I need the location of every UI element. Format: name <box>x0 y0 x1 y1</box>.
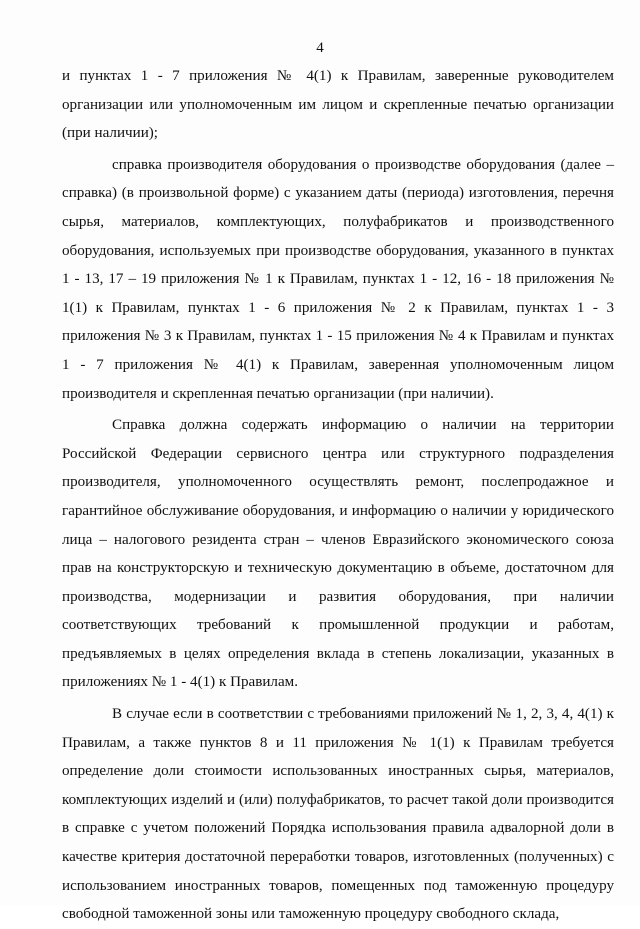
paragraph-certificate-contents: Справка должна содержать информацию о наличии на территории Российской Федерации сервисного центра или структурного подразделения производителя, уполномоченного осуществлять ремонт, послепродажное и гарантийное обслуживание оборудования, и информацию о наличии у юридического лица – налогового резидента стран – членов Евразийского экономического союза прав на конструкторскую и техническую документацию в объеме, достаточном для производства, модернизации и развития оборудования, при наличии соответствующих требований к промышленной продукции и работам, предъявляемых в целях определения вклада в степень локализации, указанных в приложениях № 1 - 4(1) к Правилам. <box>62 417 614 691</box>
paragraph-foreign-share: В случае если в соответствии с требованиями приложений № 1, 2, 3, 4, 4(1) к Правилам, а также пунктов 8 и 11 приложения № 1(1) к Правилам требуется определение доли стоимости использованных иностранных сырья, материалов, комплектующих изделий и (или) полуфабрикатов, то расчет такой доли производится в справке с учетом положений Порядка использования правила адвалорной доли в качестве критерия достаточной переработки товаров, изготовленных (полученных) с использованием иностранных товаров, помещенных под таможенную процедуру свободной таможенной зоны или таможенную процедуру свободного склада, <box>62 706 614 923</box>
document-body <box>62 62 614 929</box>
paragraph-manufacturer-certificate: справка производителя оборудования о производстве оборудования (далее – справка) (в произвольной форме) с указанием даты (периода) изготовления, перечня сырья, материалов, комплектующих, полуфабрикатов и производственного оборудования, используемых при производстве оборудования, указанного в пунктах 1 - 13, 17 – 19 приложения № 1 к Правилам, пунктах 1 - 12, 16 - 18 приложения № 1(1) к Правилам, пунктах 1 - 6 приложения № 2 к Правилам, пунктах 1 - 3 приложения № 3 к Правилам, пунктах 1 - 15 приложения № 4 к Правилам и пунктах 1 - 7 приложения № 4(1) к Правилам, заверенная уполномоченным лицом производителя и скрепленная печатью организации (при наличии). <box>62 156 614 402</box>
paragraph-continuation: и пунктах 1 - 7 приложения № 4(1) к Правилам, заверенные руководителем организации или уполномоченным им лицом и скрепленные печатью организации (при наличии); <box>62 68 614 142</box>
page-number: 4 <box>316 40 324 56</box>
